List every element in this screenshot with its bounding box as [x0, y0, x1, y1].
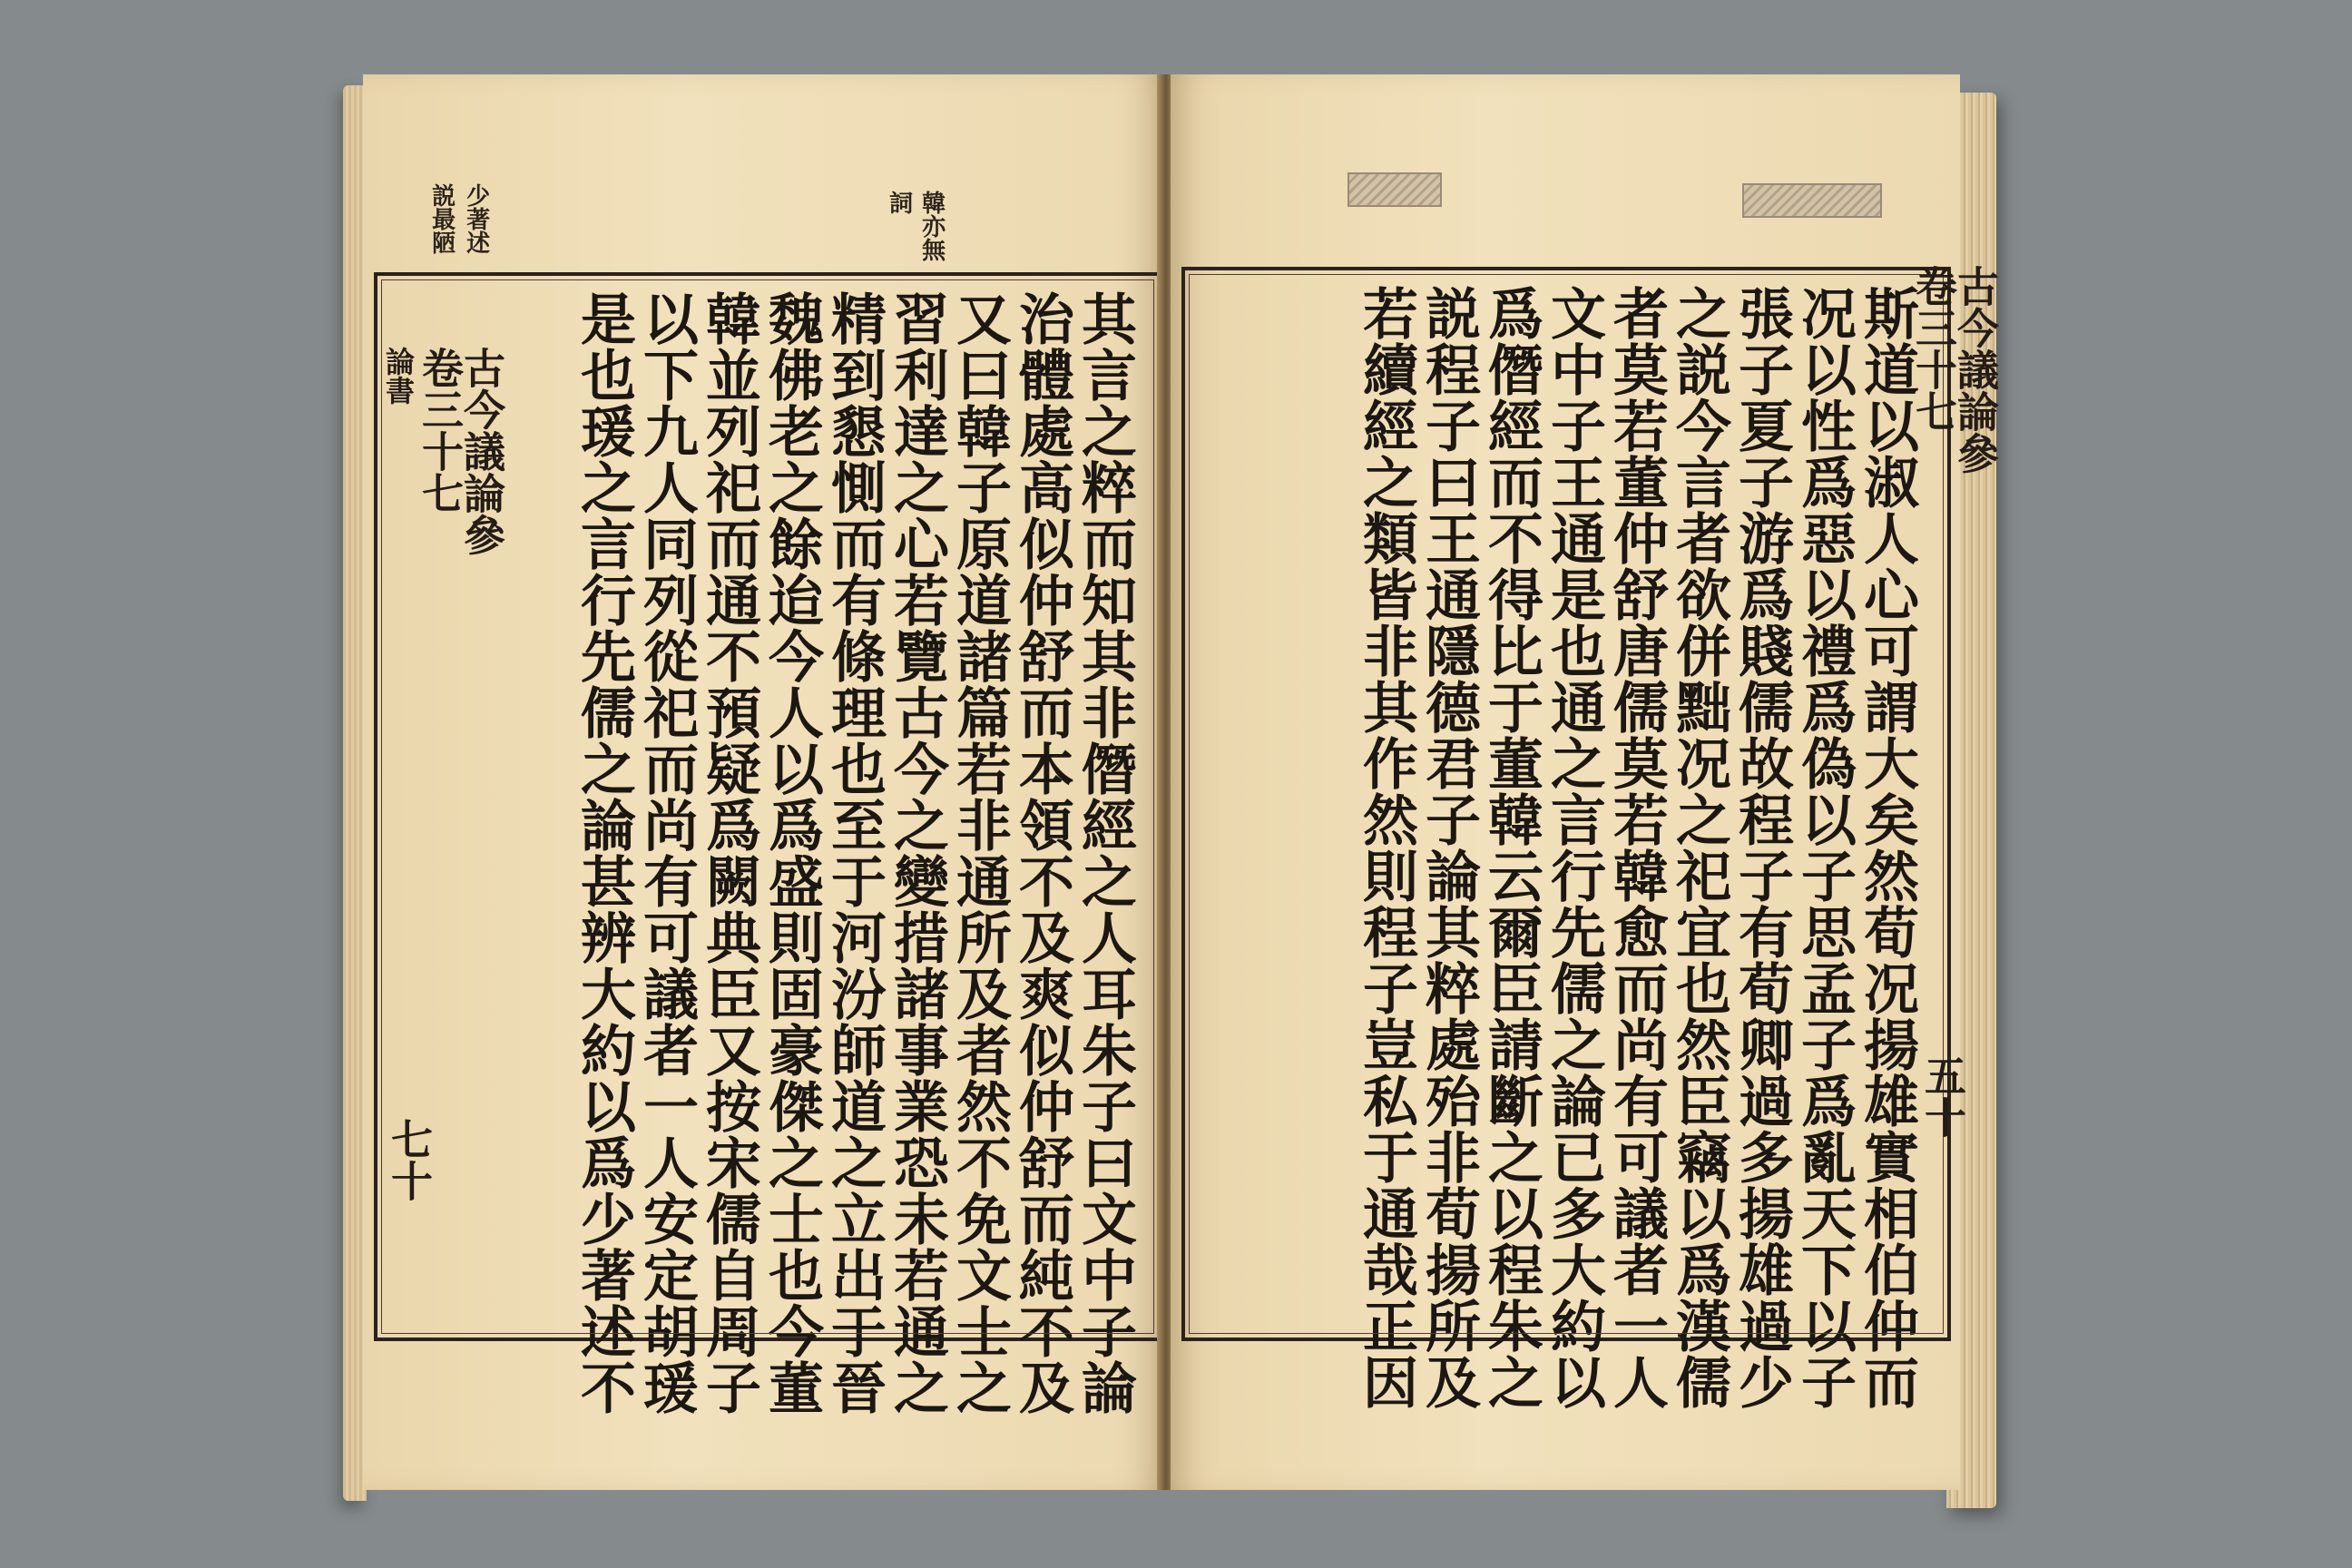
right-column-9: 若續經之類皆非其作然則程子豈私于通哉正因 — [1354, 285, 1418, 1410]
faded-seal-mark — [1742, 183, 1882, 218]
right-column-1: 斯道以淑人心可謂大矣然荀况揚雄實相伯仲而 — [1855, 285, 1919, 1410]
right-column-5: 者莫若董仲舒唐儒莫若韓愈而尚有可議者一人 — [1604, 285, 1669, 1410]
left-text-columns — [569, 290, 1137, 1416]
left-page-number: 七十 — [385, 1118, 434, 1201]
headnote-3: 韓亦無 — [917, 191, 946, 261]
right-page-number: 五十 — [1918, 1054, 1967, 1138]
right-column-3: 張子夏子游爲賤儒故程子有荀卿過多揚雄過少 — [1730, 285, 1794, 1410]
right-text-columns — [1351, 285, 1919, 1410]
right-column-7: 爲僭經而不得比于董韓云爾臣請斷之以程朱之 — [1479, 285, 1544, 1410]
headnote-2: 説最陋 — [427, 183, 456, 254]
left-column-4: 習利達之心若覽古今之變措諸事業恐未若通之 — [885, 290, 949, 1416]
right-column-4: 之説今言者欲併黜况之祀宜也然臣竊以爲漢儒 — [1667, 285, 1731, 1410]
faded-seal-mark — [1348, 172, 1442, 207]
left-banner-volume: 卷三十七 — [416, 347, 465, 514]
right-column-6: 文中子王通是也通之言行先儒之論已多大約以 — [1542, 285, 1606, 1410]
left-banner-section: 論書 — [381, 347, 416, 405]
left-text-frame — [374, 272, 1161, 1416]
left-column-8: 以下九人同列從祀而尚有可議者一人安定胡瑗 — [634, 290, 699, 1416]
open-book — [354, 74, 2000, 1494]
left-column-9: 是也瑗之言行先儒之論甚辨大約以爲少著述不 — [572, 290, 636, 1416]
headnote-1: 少著述 — [462, 183, 490, 254]
left-column-3: 又曰韓子原道諸篇若非通所及者然不免文士之 — [947, 290, 1012, 1416]
left-column-5: 精到懇惻而有條理也至于河汾師道之立出于晉 — [822, 290, 887, 1416]
right-text-frame — [1181, 267, 1951, 1410]
right-page — [1171, 74, 2000, 1490]
left-column-2: 治體處高似仲舒而本領不及爽似仲舒而純不及 — [1010, 290, 1074, 1416]
headnote-4: 詞 — [885, 191, 913, 214]
right-column-8: 説程子曰王通隱德君子論其粹處殆非荀揚所及 — [1416, 285, 1481, 1410]
right-banner-book: 古今議論參 — [1951, 265, 2000, 474]
left-banner-book: 古今議論參 — [457, 347, 506, 555]
right-banner-title — [1909, 265, 2000, 474]
right-banner-volume: 卷三十七 — [1909, 265, 1958, 432]
left-column-6: 魏佛老之餘迨今人以爲盛則固豪傑之士也今董 — [760, 290, 824, 1416]
left-page — [363, 74, 1161, 1490]
left-column-7: 韓並列祀而通不預疑爲闕典臣又按宋儒自周子 — [697, 290, 761, 1416]
right-column-2: 况以性爲惡以禮爲偽以子思孟子爲亂天下以子 — [1792, 285, 1857, 1410]
left-column-1: 其言之粹而知其非僭經之人耳朱子曰文中子論 — [1073, 290, 1137, 1416]
